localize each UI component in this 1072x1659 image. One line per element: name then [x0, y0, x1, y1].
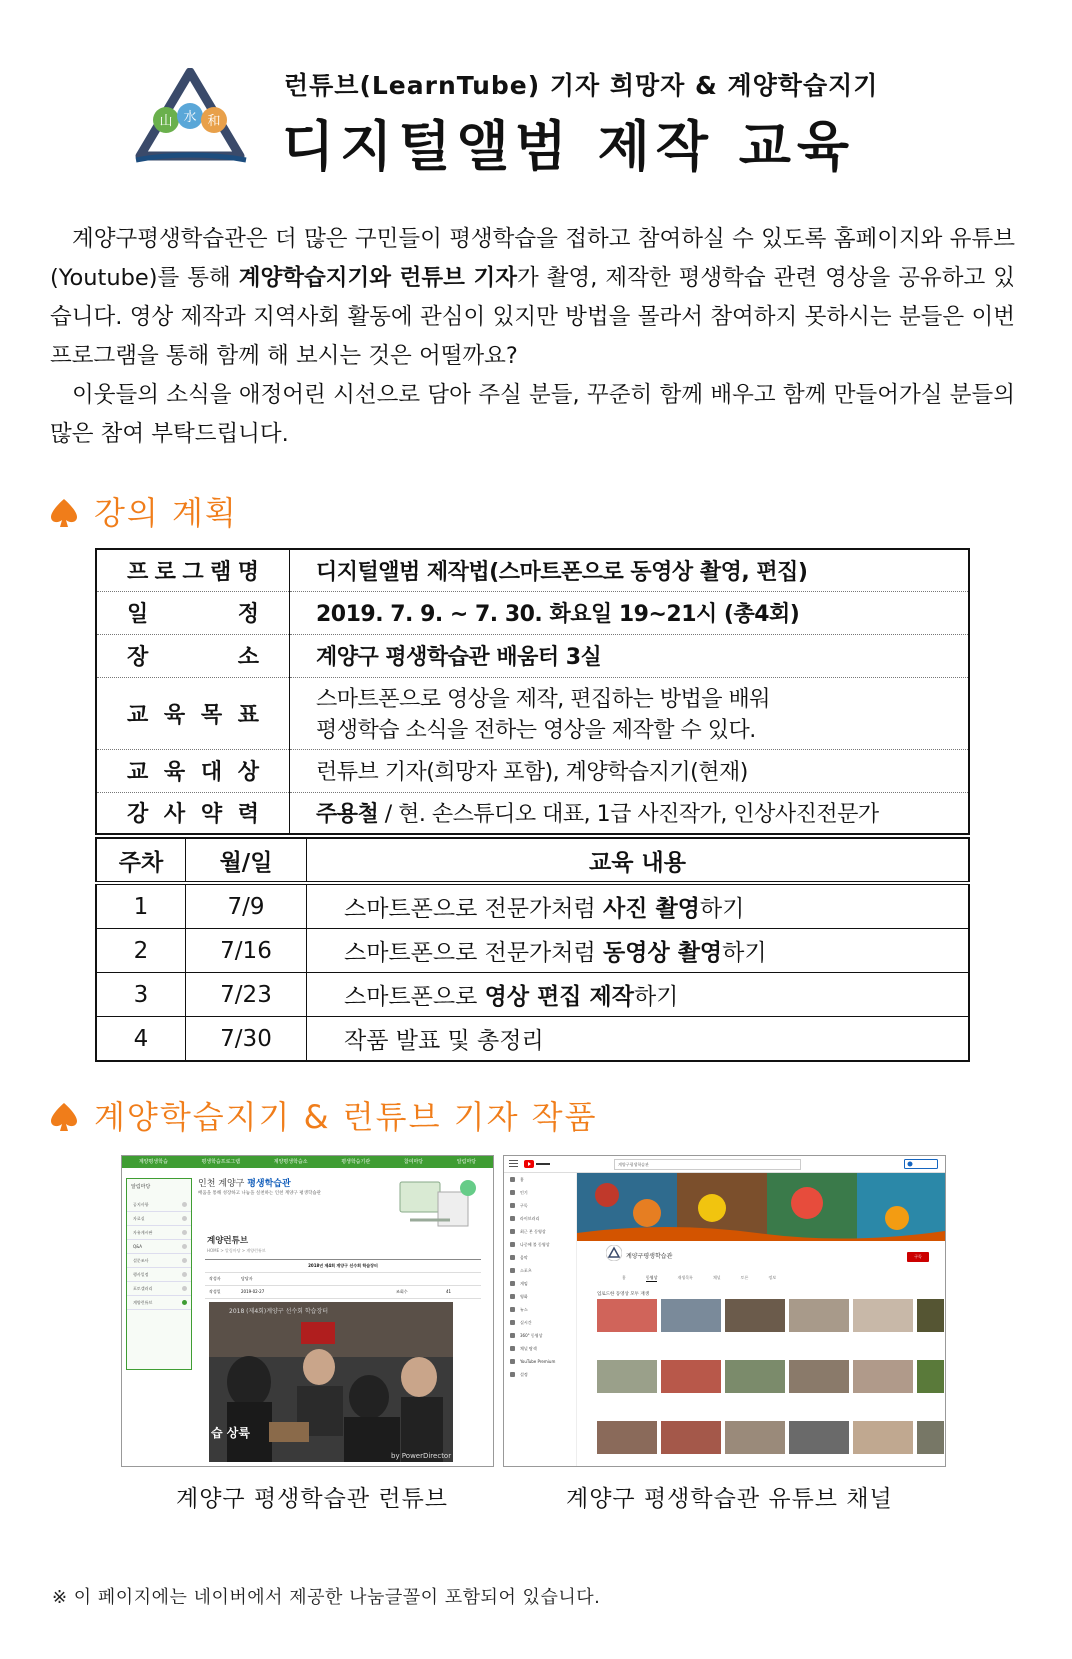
page-subtitle: 런튜브(LearnTube) 기자 희망자 & 계양학습지기 — [284, 71, 879, 100]
label-char: 상 — [237, 760, 259, 785]
label-char: 약 — [200, 802, 223, 828]
search-input[interactable]: 계양구평생학습관 — [614, 1159, 801, 1170]
col-content: 교육 내용 — [307, 838, 970, 883]
video-thumbnail[interactable] — [917, 1360, 944, 1393]
video-thumbnail[interactable] — [789, 1360, 849, 1393]
table-row: 3 7/23 스마트폰으로 영상 편집 제작하기 — [96, 973, 969, 1017]
label-char: 명 — [237, 559, 259, 585]
label-char: 대 — [200, 760, 223, 785]
video-thumbnail[interactable] — [853, 1421, 913, 1454]
youtube-sidebar: 홈 인기 구독 라이브러리 최근 본 동영상 나중에 볼 동영상 음악 스포츠 게임 영화 뉴스 실시간 360° 동영상 채널 탐색 YouTube Premium 설정 — [504, 1173, 577, 1466]
video-thumbnail[interactable] — [853, 1299, 913, 1332]
info-row-place — [96, 634, 969, 677]
goal-value: 스마트폰으로 영상을 제작, 편집하는 방법을 배워 평생학습 소식을 전하는 영상을 제작할 수 있다. — [290, 677, 970, 749]
site-sidebar: 알림마당 공지사항 자료실 자유게시판 Q&A 설문조사 행사일정 포토갤러리 계양런튜브 — [126, 1178, 192, 1370]
page-title: 디지털앨범 제작 교육 — [282, 115, 856, 178]
video-player[interactable]: 2018 (제4회)계양구 선수회 학습장터 습 상륙 by PowerDirector — [209, 1302, 453, 1462]
post-info-table: 2018년 제4회 계양구 선수회 학습장터 작성자 담당자 작성일 2019-02-27 조회수 41 — [205, 1259, 481, 1298]
label-char: 그 — [182, 559, 204, 585]
site-banner: 인천 계양구 평생학습관 — [198, 1179, 291, 1189]
footnote: ※ 이 페이지에는 네이버에서 제공한 나눔글꼴이 포함되어 있습니다. — [52, 1587, 601, 1608]
login-button[interactable] — [904, 1159, 938, 1169]
label-char: 강 — [127, 802, 149, 828]
menu-icon — [509, 1160, 518, 1167]
video-thumbnail[interactable] — [725, 1299, 785, 1332]
section-heading-plan: 강의 계획 — [50, 488, 238, 534]
caption-learntube: 계양구 평생학습관 런튜브 — [176, 1486, 449, 1512]
label-char: 사 — [163, 802, 186, 828]
channel-name: 계양구평생학습관 — [626, 1253, 673, 1260]
label-char: 목 — [200, 702, 223, 728]
site-nav-bar: 계양평생학습 평생학습프로그램 계양평생학습소 평생학습기관 참여마당 알림마당 — [122, 1156, 493, 1168]
svg-text:水: 水 — [183, 110, 197, 125]
info-row-date — [96, 591, 969, 634]
label-char: 력 — [237, 802, 259, 828]
table-row: 2 7/16 스마트폰으로 전문가처럼 동영상 촬영하기 — [96, 929, 969, 973]
label-char: 정 — [237, 602, 259, 627]
info-row-instructor — [96, 792, 969, 834]
video-thumbnail[interactable] — [917, 1421, 944, 1454]
video-thumbnail[interactable] — [597, 1421, 657, 1454]
label-char: 육 — [163, 760, 186, 785]
label-char: 교 — [127, 702, 149, 728]
caption-youtube: 계양구 평생학습관 유튜브 채널 — [566, 1486, 893, 1512]
svg-text:和: 和 — [207, 114, 221, 129]
label-char: 로 — [154, 559, 176, 585]
date-value: 2019. 7. 9. ~ 7. 30. 화요일 19~21시 (총4회) — [290, 591, 970, 634]
youtube-screenshot: 계양구평생학습관 홈 인기 구독 라이브러리 최근 본 동영상 나중에 볼 동영상 음악 스포츠 게임 영화 뉴스 실시간 360° 동영상 채널 탐색 YouTube Premium 설정 계양구평생학습관 구독 홈 동영상 재생목록 채널 토론 정보 업로드한 동영상 모두 재생 — [503, 1155, 946, 1467]
channel-avatar-icon — [606, 1245, 622, 1261]
info-row-program — [96, 549, 969, 591]
target-value: 런튜브 기자(희망자 포함), 계양학습지기(현재) — [290, 749, 970, 792]
program-value: 디지털앨범 제작법(스마트폰으로 동영상 촬영, 편집) — [290, 549, 970, 591]
label-char: 표 — [237, 702, 259, 728]
intro-text — [50, 220, 1015, 454]
col-week: 주차 — [96, 838, 186, 883]
channel-tabs: 홈 동영상 재생목록 채널 토론 정보 — [622, 1275, 777, 1280]
channel-banner — [577, 1173, 945, 1241]
logo — [130, 68, 250, 168]
video-thumbnail[interactable] — [725, 1360, 785, 1393]
svg-text:山: 山 — [159, 114, 173, 129]
video-thumbnail[interactable] — [661, 1421, 721, 1454]
label-char: 램 — [210, 559, 232, 585]
intro-paragraph-1: 계양구평생학습관은 더 많은 구민들이 평생학습을 접하고 참여하실 수 있도록 홈페이지와 유튜브(Youtube)를 통해 계양학습지기와 런튜브 기자가 촬영, 제작한 평생학습 관련 영상을 공유하고 있습니다. 영상 제작과 지역사회 활동에 관심이 있지만 방법을 몰라서 참여하지 못하시는 분들은 이번 프로그램을 통해 함께 해 보시는 것은 어떨까요? — [50, 226, 1015, 369]
video-thumbnail[interactable] — [661, 1299, 721, 1332]
video-thumbnail[interactable] — [661, 1360, 721, 1393]
label-char: 교 — [127, 760, 149, 785]
label-char: 육 — [163, 702, 186, 728]
video-thumbnail[interactable] — [725, 1421, 785, 1454]
schedule-header-row — [96, 838, 969, 883]
youtube-topbar — [504, 1156, 945, 1173]
table-row: 4 7/30 작품 발표 및 총정리 — [96, 1017, 969, 1062]
video-thumbnail[interactable] — [853, 1360, 913, 1393]
intro-paragraph-2: 이웃들의 소식을 애정어린 시선으로 담아 주실 분들, 꾸준히 함께 배우고 함께 만들어가실 분들의 많은 참여 부탁드립니다. — [50, 382, 1015, 447]
video-thumbnail[interactable] — [789, 1421, 849, 1454]
video-thumbnail[interactable] — [597, 1299, 657, 1332]
label-char: 장 — [127, 645, 149, 670]
label-char: 소 — [237, 645, 259, 670]
video-thumbnail[interactable] — [917, 1299, 944, 1332]
youtube-logo-icon — [524, 1160, 552, 1168]
banner-illustration — [390, 1174, 485, 1232]
instructor-value: 주용철 / 현. 손스튜디오 대표, 1급 사진작가, 인상사진전문가 — [316, 802, 879, 828]
section-heading-works: 계양학습지기 & 런튜브 기자 작품 — [50, 1092, 598, 1138]
info-row-target — [96, 749, 969, 792]
video-thumbnail[interactable] — [789, 1299, 849, 1332]
learntube-screenshot: 계양평생학습 평생학습프로그램 계양평생학습소 평생학습기관 참여마당 알림마당 알림마당 공지사항 자료실 자유게시판 Q&A 설문조사 행사일정 포토갤러리 계양런튜브 인천 계양구 평생학습관 배움을 통해 성장하고 나눔을 실천하는 인천 계양구 평생학습관 계양런튜브 HOME > 알림마당 > 계양런튜브 2018년 제4회 계양구 선수회 학습장터 작성자 담당자 작성일 2019-02-27 조회수 41 2018 (제4회)계양구 선수회 학습장터 습 상륙 by PowerDirector — [121, 1155, 494, 1467]
video-thumbnail[interactable] — [597, 1360, 657, 1393]
info-row-goal — [96, 677, 969, 749]
spade-icon — [50, 498, 78, 528]
spade-icon — [50, 1102, 78, 1132]
subscribe-button[interactable]: 구독 — [907, 1252, 929, 1262]
info-table — [95, 548, 970, 835]
schedule-table — [95, 837, 970, 1062]
col-date: 월/일 — [186, 838, 307, 883]
label-char: 프 — [127, 559, 149, 585]
table-row: 1 7/9 스마트폰으로 전문가처럼 사진 촬영하기 — [96, 883, 969, 929]
label-char: 일 — [127, 602, 149, 627]
place-value: 계양구 평생학습관 배움터 3실 — [290, 634, 970, 677]
